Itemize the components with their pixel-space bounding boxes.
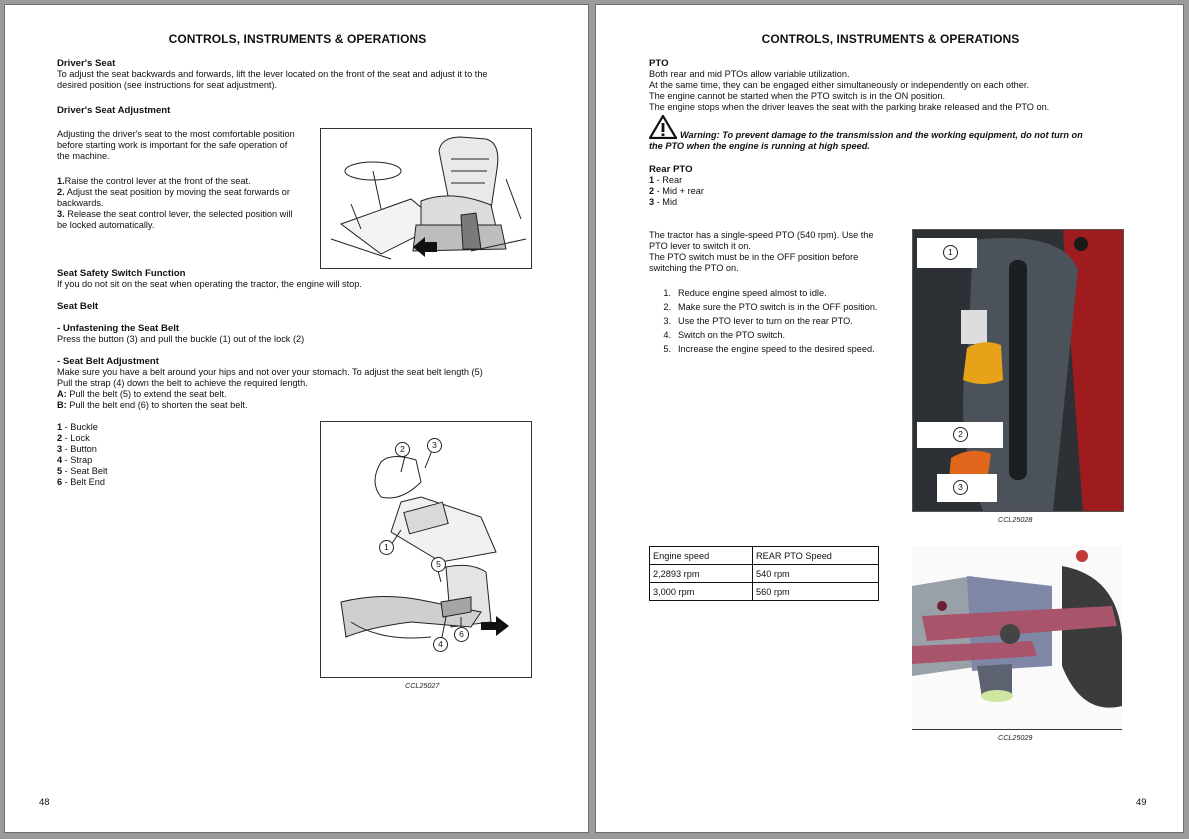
paragraph-line: The tractor has a single-speed PTO (540 rpm). Use the (649, 230, 874, 240)
section-heading: Rear PTO (649, 164, 693, 175)
step-line: backwards. (57, 198, 104, 208)
safety-switch-section (57, 268, 537, 290)
legend-item: 2 - Lock (57, 433, 90, 443)
paragraph-line: switching the PTO on. (649, 263, 739, 273)
callout-6: 6 (454, 627, 469, 642)
figure-caption: CCL25029 (998, 733, 1033, 742)
left-page (4, 4, 589, 833)
table-row (650, 565, 879, 583)
list-item: 3. Use the PTO lever to turn on the rear PTO. (663, 316, 853, 326)
table-cell: 540 rpm (753, 565, 879, 583)
page-number: 48 (39, 797, 50, 808)
table-cell: 3,000 rpm (650, 583, 753, 601)
paragraph-line: Both rear and mid PTOs allow variable utilization. (649, 69, 850, 79)
paragraph-line: Pull the strap (4) down the belt to achieve the required length. (57, 378, 308, 388)
callout-box (937, 474, 997, 502)
table-row (650, 583, 879, 601)
seat-belt-drawing (321, 422, 531, 677)
legend-item: 3 - Button (57, 444, 97, 454)
seat-adjust-text (57, 129, 319, 231)
legend-item: 1 - Buckle (57, 422, 98, 432)
legend-item: 5 - Seat Belt (57, 466, 108, 476)
table-header-cell: Engine speed (650, 547, 753, 565)
subsection-heading: - Seat Belt Adjustment (57, 356, 159, 367)
warning-icon (649, 115, 677, 139)
list-item: 4. Switch on the PTO switch. (663, 330, 786, 340)
table-header-row (650, 547, 879, 565)
section-heading: Seat Safety Switch Function (57, 268, 186, 279)
callout-1: 1 (943, 245, 958, 260)
list-item: 2. Make sure the PTO switch is in the OFF position. (663, 302, 878, 312)
belt-adjust-section (57, 356, 577, 411)
paragraph-line: A: Pull the belt (5) to extend the seat belt. (57, 389, 227, 399)
legend-item: 6 - Belt End (57, 477, 106, 487)
paragraph-line: PTO lever to switch it on. (649, 241, 751, 251)
callout-2: 2 (395, 442, 410, 457)
step-line: 1.Raise the control lever at the front of the seat. (57, 176, 251, 186)
single-speed-text (649, 230, 909, 274)
paragraph-line: At the same time, they can be engaged either simultaneously or independently on each other. (649, 80, 1029, 90)
unfasten-section (57, 323, 557, 345)
page-number: 49 (1136, 797, 1147, 808)
pto-speed-table (649, 546, 879, 601)
paragraph-line: If you do not sit on the seat when operating the tractor, the engine will stop. (57, 279, 362, 289)
paragraph-line: before starting work is important for the safe operation of (57, 140, 288, 150)
figure-caption: CCL25028 (998, 515, 1033, 524)
paragraph-line: To adjust the seat backwards and forwards, lift the lever located on the front of the seat and adjust it to the (57, 69, 488, 79)
figure-caption: CCL25027 (405, 681, 440, 690)
table-cell: 2,2893 rpm (650, 565, 753, 583)
callout-box (917, 238, 977, 268)
section-heading: PTO (649, 58, 669, 69)
seat-drawing (321, 129, 531, 268)
paragraph-line: The engine cannot be started when the PTO switch is in the ON position. (649, 91, 946, 101)
paragraph-line: desired position (see instructions for seat adjustment). (57, 80, 278, 90)
seat-belt-illustration (320, 421, 532, 678)
callout-4: 4 (433, 637, 448, 652)
callout-5: 5 (431, 557, 446, 572)
belt-legend (57, 422, 108, 488)
legend-item: 4 - Strap (57, 455, 93, 465)
section-heading: Seat Belt (57, 301, 99, 312)
paragraph-line: The PTO switch must be in the OFF position before (649, 252, 859, 262)
paragraph-line: Press the button (3) and pull the buckle (1) out of the lock (2) (57, 334, 305, 344)
pto-render-drawing (912, 546, 1122, 729)
pto-steps (649, 288, 919, 358)
list-item: 1. Reduce engine speed almost to idle. (663, 288, 827, 298)
callout-box (917, 422, 1003, 448)
step-line: 3. Release the seat control lever, the selected position will (57, 209, 293, 219)
list-item: 3 - Mid (649, 197, 678, 207)
right-page (595, 4, 1184, 833)
paragraph-line: Make sure you have a belt around your hips and not over your stomach. To adjust the seat belt length (5) (57, 367, 483, 377)
section-heading: Driver's Seat Adjustment (57, 105, 171, 116)
table-cell: 560 rpm (753, 583, 879, 601)
warning-text-line2: the PTO when the engine is running at high speed. (649, 141, 870, 151)
step-line: be locked automatically. (57, 220, 155, 230)
callout-2: 2 (953, 427, 968, 442)
paragraph-line: The engine stops when the driver leaves the seat with the parking brake released and the PTO on. (649, 102, 1050, 112)
callout-3: 3 (953, 480, 968, 495)
pto-lever-photo (912, 229, 1124, 512)
pto-section (649, 58, 1149, 113)
seat-illustration (320, 128, 532, 269)
drivers-seat-section (57, 58, 557, 91)
paragraph-line: the machine. (57, 151, 110, 161)
list-item: 2 - Mid + rear (649, 186, 704, 196)
warning-text-line1: Warning: To prevent damage to the transmission and the working equipment, do not turn on (680, 130, 1083, 140)
section-heading: Driver's Seat (57, 58, 116, 69)
paragraph-line: B: Pull the belt end (6) to shorten the seat belt. (57, 400, 248, 410)
callout-1: 1 (379, 540, 394, 555)
page-title: CONTROLS, INSTRUMENTS & OPERATIONS (168, 32, 427, 46)
list-item: 1 - Rear (649, 175, 683, 185)
table-header-cell: REAR PTO Speed (753, 547, 879, 565)
subsection-heading: - Unfastening the Seat Belt (57, 323, 180, 334)
paragraph-line: Adjusting the driver's seat to the most comfortable position (57, 129, 295, 139)
list-item: 5. Increase the engine speed to the desired speed. (663, 344, 875, 354)
pto-lever-drawing (913, 230, 1123, 511)
pto-rear-render (912, 546, 1122, 730)
rear-pto-section (649, 164, 704, 208)
page-title: CONTROLS, INSTRUMENTS & OPERATIONS (761, 32, 1020, 46)
callout-3: 3 (427, 438, 442, 453)
step-line: 2. Adjust the seat position by moving the seat forwards or (57, 187, 290, 197)
